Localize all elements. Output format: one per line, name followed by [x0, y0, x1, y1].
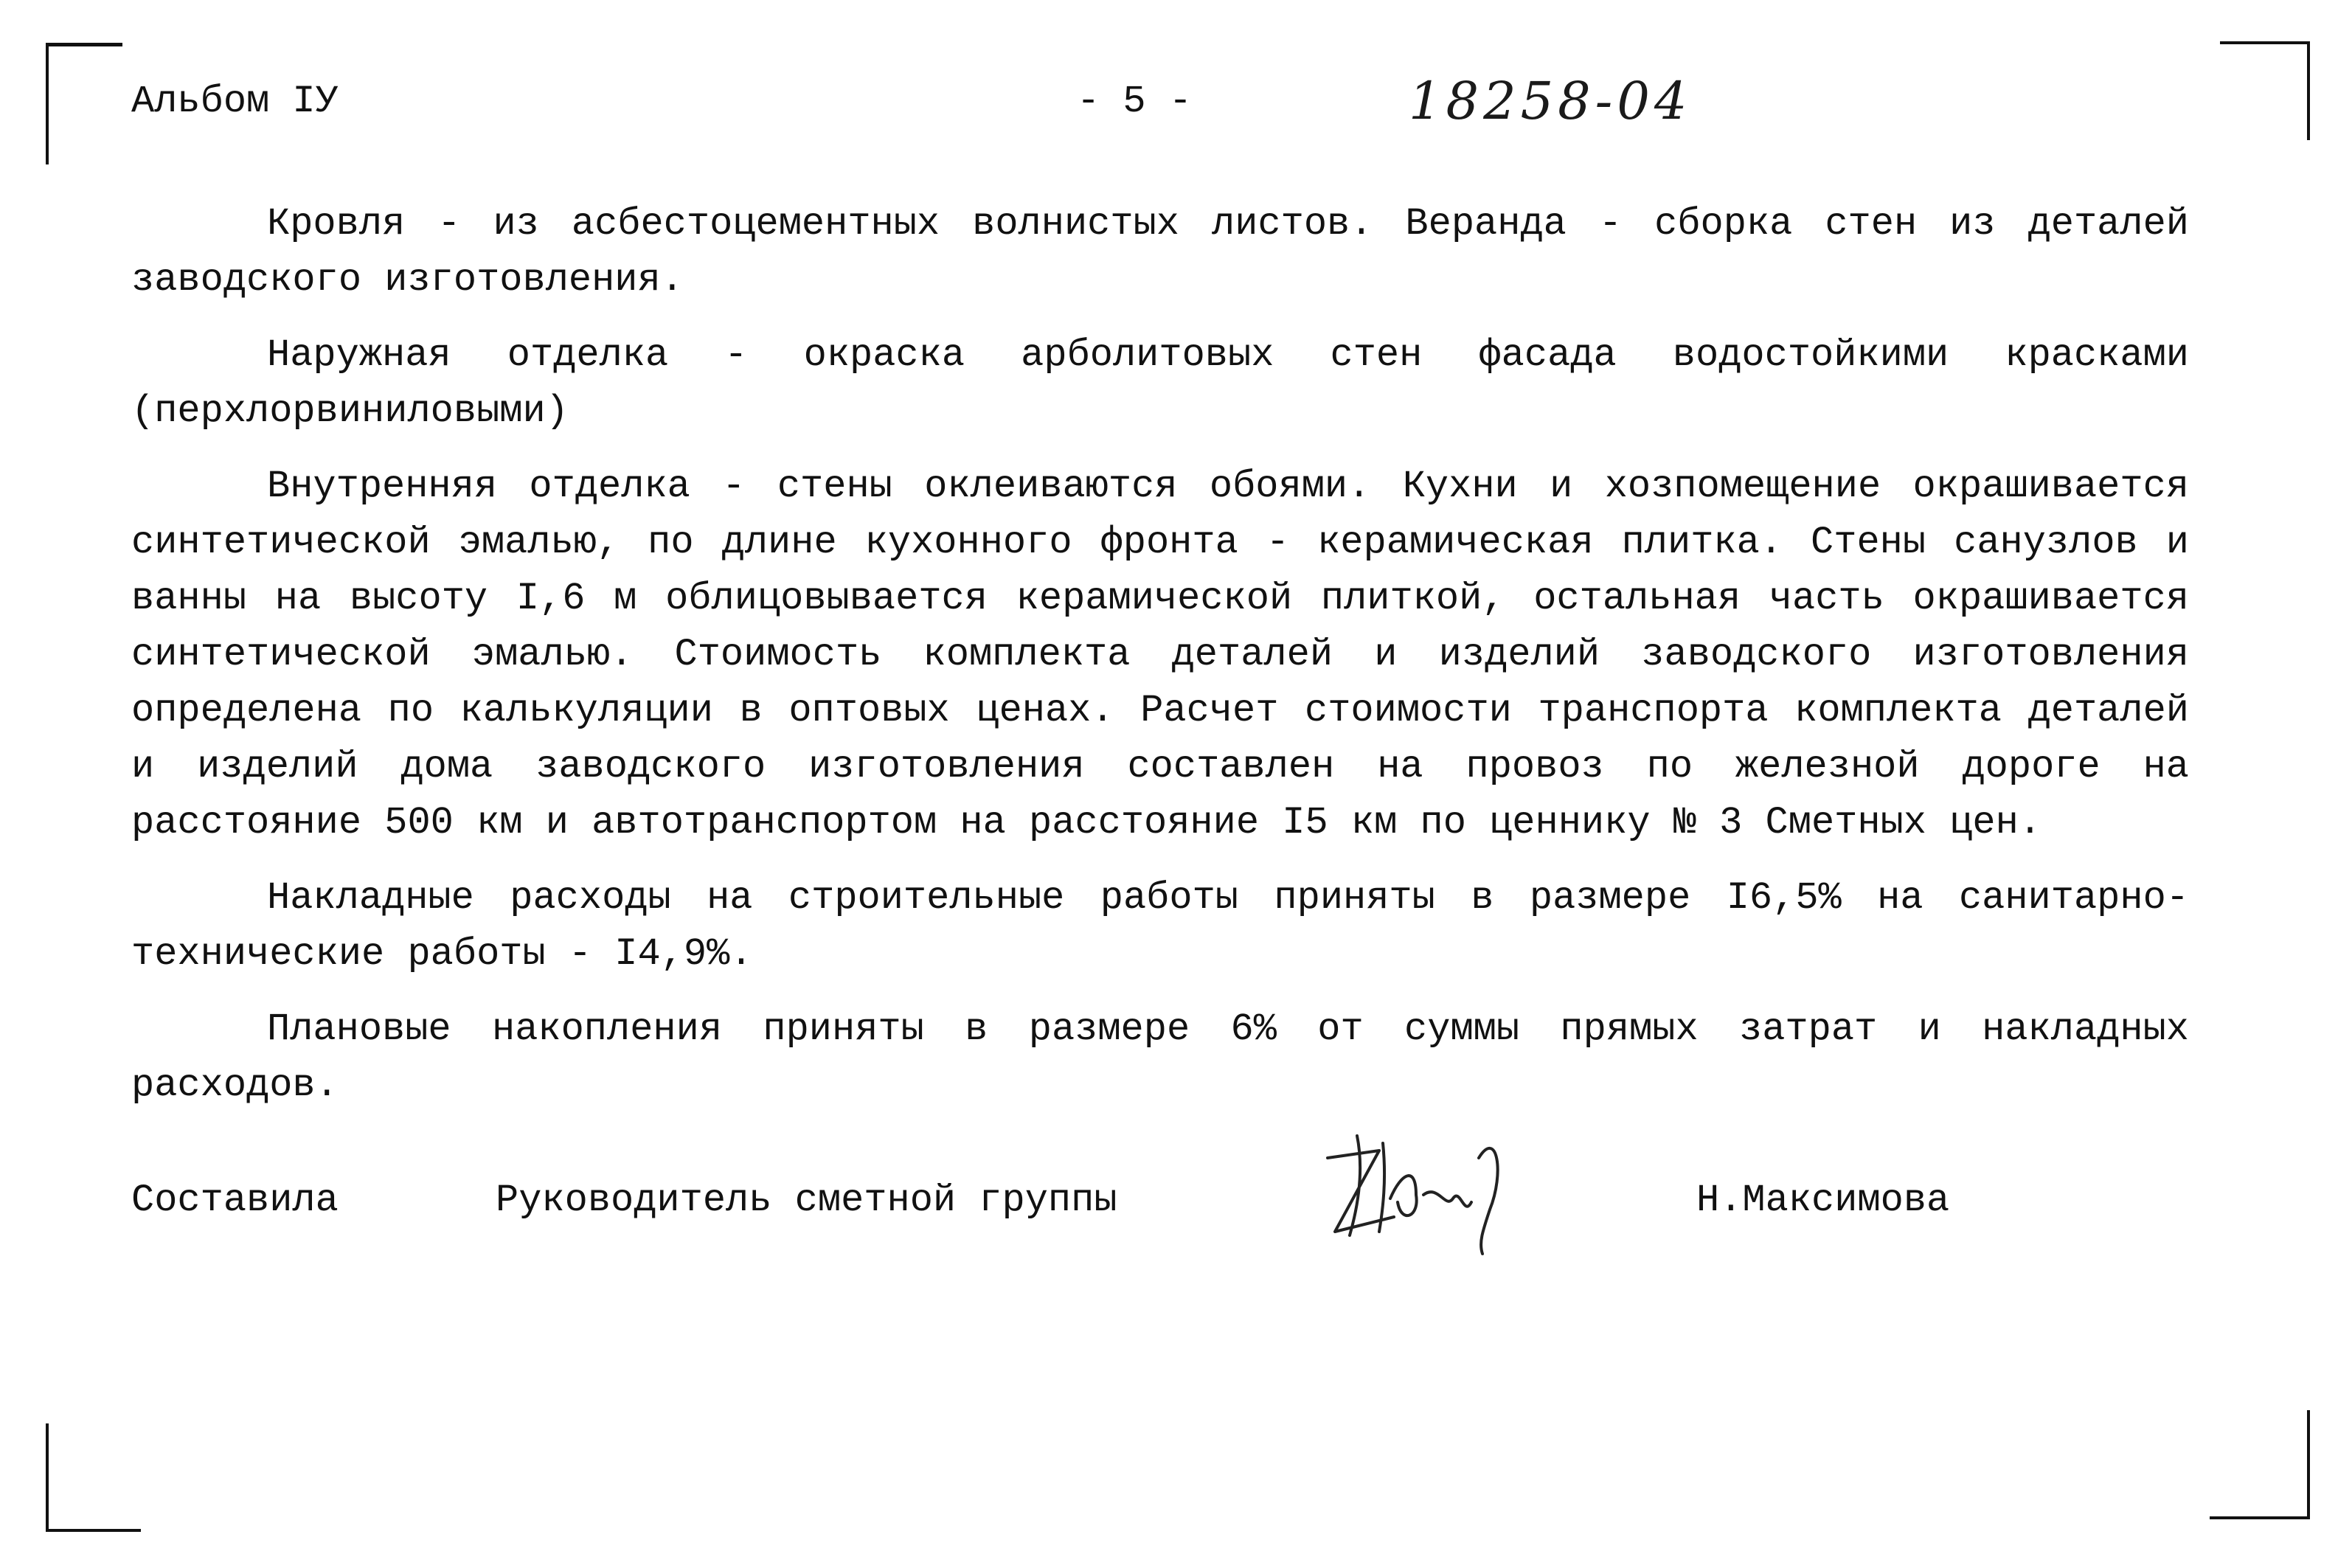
- document-code: 18258-04: [1409, 71, 1692, 131]
- paragraph-overhead-costs: Накладные расходы на строительные работы приняты в размере I6,5% на санитарно-технические работы - I4,9%.: [131, 876, 2189, 976]
- corner-mark-top-left: [46, 43, 122, 164]
- paragraph-exterior-finish: Наружная отделка - окраска арболитовых стен фасада водостойкими красками (перхлорвиниловыми): [131, 333, 2189, 433]
- page-number: - 5 -: [1077, 80, 1193, 123]
- signer-name: Н.Максимова: [1696, 1179, 1950, 1222]
- paragraph-planned-savings: Плановые накопления приняты в размере 6% от суммы прямых затрат и накладных расходов.: [131, 1007, 2189, 1107]
- corner-mark-bottom-left: [46, 1423, 141, 1532]
- handwritten-signature: [1313, 1114, 1549, 1261]
- corner-mark-top-right: [2220, 41, 2310, 140]
- paragraph-roof: Кровля - из асбестоцементных волнистых листов. Веранда - сборка стен из деталей заводского изготовления.: [131, 202, 2189, 302]
- corner-mark-bottom-right: [2210, 1410, 2310, 1519]
- signer-role: Руководитель сметной группы: [496, 1179, 1117, 1222]
- document-body: [131, 196, 2189, 1133]
- paragraph-interior-finish: Внутренняя отделка - стены оклеиваются обоями. Кухни и хозпомещение окрашивается синтетической эмалью, по длине кухонного фронта - керамическая плитка. Стены санузлов и ванны на высоту I,6 м облицовывается керамической плиткой, остальная часть окрашивается синтетической эмалью. Стоимость комплекта деталей и изделий заводского изготовления определена по калькуляции в оптовых ценах. Расчет стоимости транспорта комплекта деталей и изделий дома заводского изготовления составлен на провоз по железной дороге на расстояние 500 км и автотранспортом на расстояние I5 км по ценнику № 3 Сметных цен.: [131, 465, 2189, 844]
- album-label: Альбом IУ: [131, 80, 339, 123]
- compiled-by-label: Составила: [131, 1179, 339, 1222]
